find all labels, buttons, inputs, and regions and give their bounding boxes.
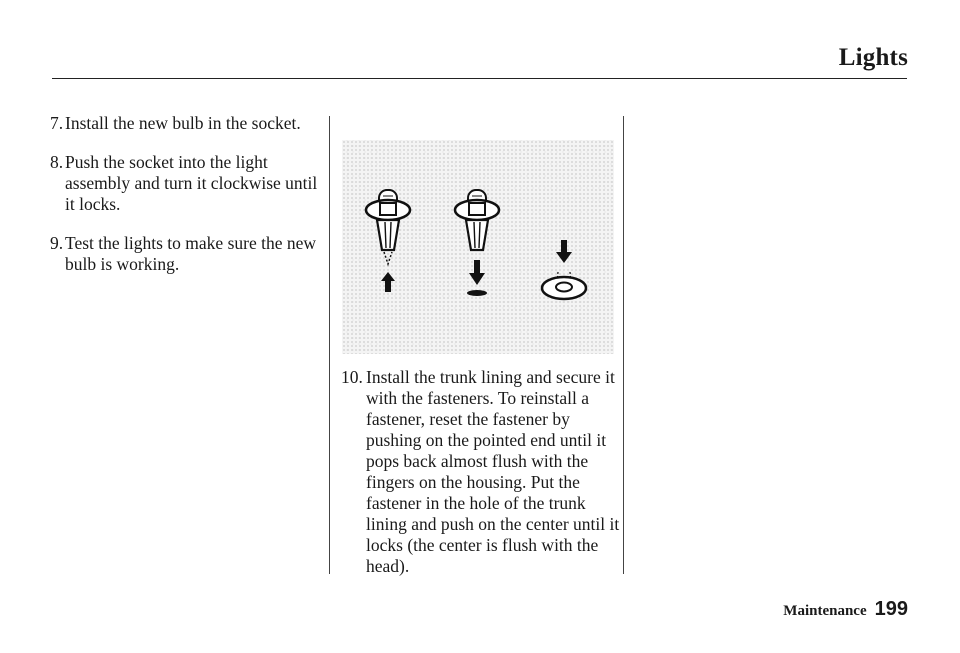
left-column-rule (329, 116, 330, 574)
step-text: Test the lights to make sure the new bulb is working. (65, 233, 317, 274)
step-8 (50, 152, 320, 215)
fastener-icon (366, 190, 410, 264)
footer-section-label: Maintenance (783, 603, 867, 619)
step-7 (50, 113, 320, 134)
step-number: 10. (341, 367, 363, 387)
hole-icon (542, 272, 586, 299)
steps-left (50, 113, 320, 293)
arrow-down-icon (556, 240, 572, 263)
step-text: Install the trunk lining and secure it with the fasteners. To reinstall a fastener, reset the fastener by pushing on the pointed end until it pops back almost flush with the fingers on the housing. Put the fastener in the hole of the trunk lining and push on the center until it locks (the center is flush with the head). (366, 367, 620, 576)
step-text: Install the new bulb in the socket. (65, 113, 301, 133)
footer (783, 598, 908, 621)
arrow-up-icon (381, 272, 395, 292)
step-10 (341, 367, 626, 577)
fastener-illustration (342, 140, 614, 354)
step-number: 7. (50, 113, 64, 133)
arrow-down-icon (467, 260, 487, 296)
step-9 (50, 233, 320, 275)
step-text: Push the socket into the light assembly and turn it clockwise until it locks. (65, 152, 318, 214)
fastener-diagram (342, 140, 614, 354)
fastener-icon (455, 190, 499, 250)
page-number: 199 (874, 598, 908, 620)
header-title: Lights (838, 44, 908, 71)
steps-right (341, 367, 626, 577)
step-number: 8. (50, 152, 64, 172)
step-number: 9. (50, 233, 64, 253)
header-rule (52, 78, 907, 79)
